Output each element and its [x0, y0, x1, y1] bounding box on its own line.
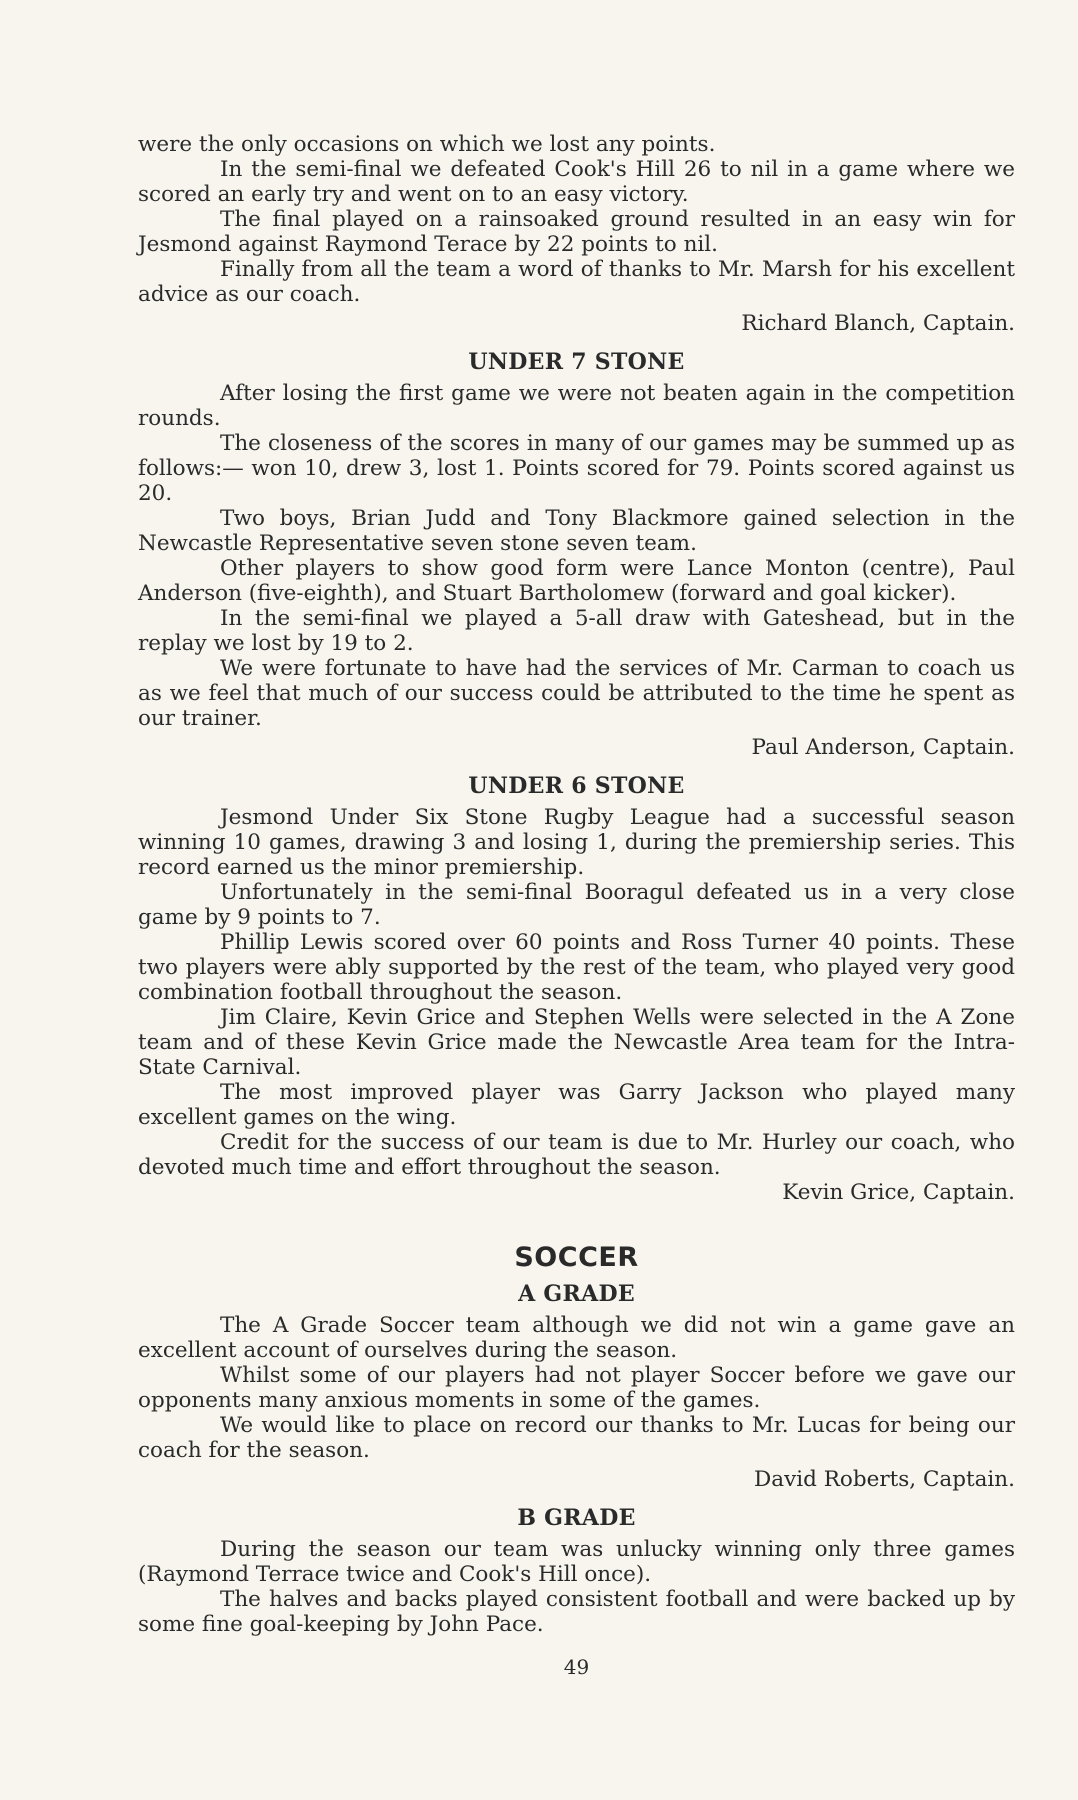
body-paragraph: Jim Claire, Kevin Grice and Stephen Wells were selected in the A Zone team and of these Kevin Grice made the Newcastle Area team for the Intra-State Carnival. — [138, 1005, 1015, 1080]
body-paragraph: Two boys, Brian Judd and Tony Blackmore gained selection in the Newcastle Representative seven stone seven team. — [138, 506, 1015, 556]
body-paragraph: The A Grade Soccer team although we did not win a game gave an excellent account of ourselves during the season. — [138, 1313, 1015, 1363]
body-paragraph: In the semi-final we played a 5-all draw with Gateshead, but in the replay we lost by 19 to 2. — [138, 606, 1015, 656]
body-paragraph: We were fortunate to have had the services of Mr. Carman to coach us as we feel that much of our success could be attributed to the time he spent as our trainer. — [138, 656, 1015, 731]
section-title-soccer: SOCCER — [514, 1242, 639, 1273]
captain-signature: Kevin Grice, Captain. — [782, 1180, 1015, 1205]
captain-signature: David Roberts, Captain. — [754, 1467, 1015, 1492]
body-paragraph: Jesmond Under Six Stone Rugby League had a successful season winning 10 games, drawing 3 and losing 1, during the premiership series. This record earned us the minor premiership. — [138, 805, 1015, 880]
section-heading-a-grade: A GRADE — [518, 1281, 635, 1307]
captain-signature: Richard Blanch, Captain. — [741, 311, 1015, 336]
section-heading-under-7-stone: UNDER 7 STONE — [468, 349, 685, 375]
body-paragraph: During the season our team was unlucky winning only three games (Raymond Terrace twice and Cook's Hill once). — [138, 1537, 1015, 1587]
body-paragraph: Phillip Lewis scored over 60 points and Ross Turner 40 points. These two players were ably supported by the rest of the team, who played very good combination football throughout the season. — [138, 930, 1015, 1005]
body-paragraph: Whilst some of our players had not player Soccer before we gave our opponents many anxious moments in some of the games. — [138, 1363, 1015, 1413]
body-paragraph: Unfortunately in the semi-final Booragul defeated us in a very close game by 9 points to 7. — [138, 880, 1015, 930]
body-paragraph: The most improved player was Garry Jackson who played many excellent games on the wing. — [138, 1080, 1015, 1130]
body-paragraph: Finally from all the team a word of thanks to Mr. Marsh for his excellent advice as our coach. — [138, 257, 1015, 307]
page-number: 49 — [563, 1655, 590, 1679]
body-paragraph: The final played on a rainsoaked ground resulted in an easy win for Jesmond against Raymond Terace by 22 points to nil. — [138, 207, 1015, 257]
body-paragraph: The halves and backs played consistent football and were backed up by some fine goal-keeping by John Pace. — [138, 1587, 1015, 1637]
section-heading-b-grade: B GRADE — [517, 1505, 636, 1531]
section-heading-under-6-stone: UNDER 6 STONE — [468, 773, 685, 799]
body-paragraph: We would like to place on record our thanks to Mr. Lucas for being our coach for the season. — [138, 1413, 1015, 1463]
document-page — [138, 132, 1015, 1680]
body-paragraph: Other players to show good form were Lance Monton (centre), Paul Anderson (five-eighth), and Stuart Bartholomew (forward and goal kicker). — [138, 556, 1015, 606]
body-paragraph: were the only occasions on which we lost any points. — [138, 132, 716, 157]
captain-signature: Paul Anderson, Captain. — [751, 735, 1015, 760]
body-paragraph: In the semi-final we defeated Cook's Hill 26 to nil in a game where we scored an early try and went on to an easy victory. — [138, 157, 1015, 207]
body-paragraph: The closeness of the scores in many of our games may be summed up as follows:— won 10, drew 3, lost 1. Points scored for 79. Points scored against us 20. — [138, 431, 1015, 506]
body-paragraph: Credit for the success of our team is due to Mr. Hurley our coach, who devoted much time and effort throughout the season. — [138, 1130, 1015, 1180]
body-paragraph: After losing the first game we were not beaten again in the competition rounds. — [138, 381, 1015, 431]
